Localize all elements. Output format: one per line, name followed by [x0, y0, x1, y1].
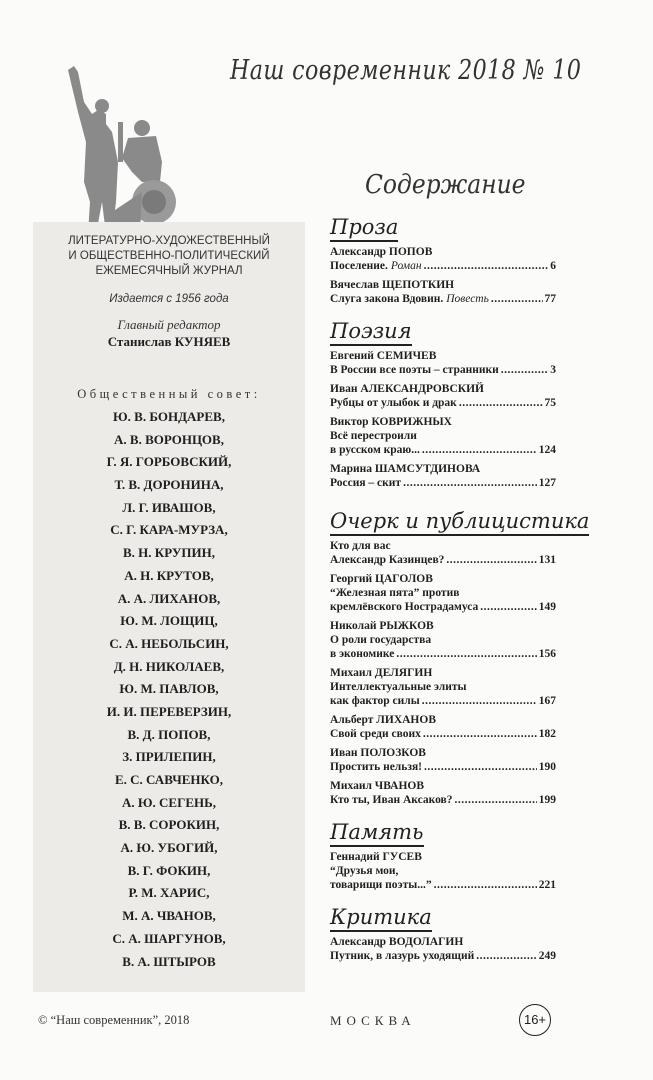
entry-author: Николай РЫЖКОВ — [330, 620, 434, 632]
entry-author: Александр ПОПОВ — [330, 246, 433, 258]
section-heading: Критика — [330, 905, 432, 932]
council-member: Ю. М. ЛОЩИЦ, — [120, 613, 218, 629]
entry-title: В России все поэты – странники — [330, 364, 499, 376]
entry-title: Слуга закона Вдовин. — [330, 293, 444, 305]
council-member: Т. В. ДОРОНИНА, — [114, 477, 224, 493]
table-of-contents — [330, 215, 590, 968]
entry-title-row — [330, 363, 556, 377]
council-member: Ю. М. ПАВЛОВ, — [119, 681, 219, 697]
leader-dots — [459, 396, 543, 410]
entry-title-row — [330, 476, 556, 490]
entry-title: Александр Казинцев? — [330, 554, 445, 566]
toc-entry[interactable] — [330, 572, 556, 614]
council-member: С. А. ШАРГУНОВ, — [112, 930, 226, 946]
entry-title: Россия – скит — [330, 477, 402, 489]
entry-title-row — [330, 443, 556, 457]
entry-title-row — [330, 760, 556, 774]
page-number: 182 — [538, 728, 556, 740]
age-rating-badge: 16+ — [519, 1004, 551, 1036]
entry-title-row — [330, 292, 556, 306]
entry-author: Вячеслав ЩЕПОТКИН — [330, 279, 455, 291]
council-member: А. Ю. СЕГЕНЬ, — [122, 794, 216, 810]
toc-entry[interactable] — [330, 462, 556, 490]
entry-title-row — [330, 878, 556, 892]
toc-entry[interactable] — [330, 415, 556, 457]
entry-author: Георгий ЦАГОЛОВ — [330, 573, 433, 585]
entry-author: Михаил ДЕЛЯГИН — [330, 667, 433, 679]
council-member: А. Ю. УБОГИЙ, — [120, 840, 218, 856]
toc-entry[interactable] — [330, 349, 556, 377]
council-member: А. Н. КРУТОВ, — [124, 567, 214, 583]
council-member: С. Г. КАРА-МУРЗА, — [110, 522, 228, 538]
council-member: Ю. В. БОНДАРЕВ, — [113, 409, 225, 424]
leader-dots — [480, 600, 536, 614]
leader-dots — [446, 553, 536, 567]
entry-title-row — [330, 727, 556, 741]
page-number: 190 — [538, 761, 556, 773]
toc-entry[interactable] — [330, 666, 556, 708]
leader-dots — [422, 694, 537, 708]
city: МОСКВА — [330, 1013, 416, 1028]
entry-author: Иван ПОЛОЗКОВ — [330, 747, 426, 759]
copyright: © “Наш современник”, 2018 — [38, 1013, 190, 1027]
entry-author: Александр ВОДОЛАГИН — [330, 936, 464, 948]
page-number: 124 — [538, 444, 556, 456]
entry-title: кремлёвского Нострадамуса — [330, 601, 479, 613]
page-number: 249 — [538, 950, 556, 962]
council-member: А. А. ЛИХАНОВ, — [117, 590, 221, 606]
leader-dots — [455, 793, 537, 807]
council-member: И. И. ПЕРЕВЕРЗИН, — [106, 703, 232, 719]
page-number: 149 — [538, 601, 556, 613]
entry-title: как фактор силы — [330, 695, 420, 707]
page-number: 127 — [538, 477, 556, 489]
leader-dots — [423, 727, 537, 741]
council-member: В. Г. ФОКИН, — [127, 862, 211, 878]
leader-dots — [424, 760, 537, 774]
council-member: В. А. ШТЫРОВ — [122, 953, 216, 969]
page-number: 156 — [538, 648, 556, 660]
leader-dots — [403, 476, 537, 490]
section-heading-row — [330, 897, 556, 935]
page-number: 6 — [550, 260, 556, 272]
section-heading-row — [330, 812, 556, 850]
toc-entry[interactable] — [330, 850, 556, 892]
council-member: С. А. НЕБОЛЬСИН, — [109, 635, 229, 651]
entry-title: Поселение. — [330, 260, 388, 272]
entry-title: Свой среди своих — [330, 728, 421, 740]
section-heading: Проза — [330, 215, 398, 242]
page-number: 75 — [544, 397, 556, 409]
entry-title-line: Всё перестроили — [330, 430, 417, 442]
council-member: В. В. СОРОКИН, — [118, 817, 220, 833]
toc-entry[interactable] — [330, 245, 556, 273]
council-member: М. А. ЧВАНОВ, — [122, 908, 216, 924]
entry-title-row — [330, 396, 556, 410]
leader-dots — [476, 949, 537, 963]
page-number: 167 — [538, 695, 556, 707]
entry-author: Марина ШАМСУТДИНОВА — [330, 463, 481, 475]
entry-title-line: О роли государства — [330, 634, 432, 646]
entry-author: Иван АЛЕКСАНДРОВСКИЙ — [330, 383, 485, 395]
editor-name: Станислав КУНЯЕВ — [107, 334, 231, 349]
toc-entry[interactable] — [330, 746, 556, 774]
editor-label: Главный редактор — [117, 317, 221, 332]
entry-title-row — [330, 647, 556, 661]
section-heading: Память — [330, 820, 424, 847]
council-member: В. Н. КРУПИН, — [123, 545, 215, 561]
page-number: 77 — [544, 293, 556, 305]
page-number: 199 — [538, 794, 556, 806]
journal-type-line: ЕЖЕМЕСЯЧНЫЙ ЖУРНАЛ — [95, 265, 243, 277]
page-number: 3 — [550, 364, 556, 376]
entry-author: Альберт ЛИХАНОВ — [330, 714, 436, 726]
page-number: 131 — [538, 554, 556, 566]
council-member: В. Д. ПОПОВ, — [127, 726, 211, 742]
council-member: Р. М. ХАРИС, — [128, 885, 210, 901]
founded-year: Издается с 1956 года — [109, 293, 229, 305]
toc-entry[interactable] — [330, 619, 556, 661]
toc-entry[interactable] — [330, 713, 556, 741]
entry-title-row — [330, 694, 556, 708]
journal-type-line: И ОБЩЕСТВЕННО-ПОЛИТИЧЕСКИЙ — [68, 250, 270, 262]
toc-entry[interactable] — [330, 278, 556, 306]
toc-entry[interactable] — [330, 779, 556, 807]
journal-type-line: ЛИТЕРАТУРНО-ХУДОЖЕСТВЕННЫЙ — [68, 235, 270, 247]
council-label: Общественный совет: — [77, 387, 261, 401]
journal-type — [33, 234, 305, 279]
leader-dots — [396, 647, 536, 661]
entry-author: Михаил ЧВАНОВ — [330, 780, 425, 792]
entry-title: в русском краю... — [330, 444, 420, 456]
entry-title-row — [330, 553, 556, 567]
council-member: А. В. ВОРОНЦОВ, — [114, 431, 224, 447]
entry-title-line: “Друзья мои, — [330, 865, 399, 877]
section-heading: Поэзия — [330, 319, 412, 346]
page-number: 221 — [538, 879, 556, 891]
leader-dots — [491, 292, 543, 306]
section-heading-row — [330, 311, 556, 349]
entry-title: в экономике — [330, 648, 395, 660]
entry-title: Рубцы от улыбок и драк — [330, 397, 457, 409]
section-heading: Очерк и публицистика — [330, 509, 589, 536]
entry-title: Кто ты, Иван Аксаков? — [330, 794, 453, 806]
entry-title: Путник, в лазурь уходящий — [330, 950, 475, 962]
toc-entry[interactable] — [330, 935, 556, 963]
entry-genre: Повесть — [446, 293, 489, 305]
entry-author: Кто для вас — [330, 540, 391, 552]
masthead-title: Наш современник 2018 № 10 — [230, 55, 582, 86]
council-list — [33, 406, 305, 973]
entry-genre: Роман — [390, 260, 422, 272]
section-heading-row — [330, 215, 556, 245]
leader-dots — [501, 363, 549, 377]
entry-title-row — [330, 949, 556, 963]
entry-title-line: Интеллектуальные элиты — [330, 681, 467, 693]
council-member: Л. Г. ИВАШОВ, — [122, 499, 216, 515]
council-member: Г. Я. ГОРБОВСКИЙ, — [106, 454, 232, 470]
council-member: Е. С. САВЧЕНКО, — [115, 772, 223, 787]
entry-author: Евгений СЕМИЧЕВ — [330, 350, 437, 362]
section-heading-row — [330, 495, 590, 539]
entry-title-row — [330, 259, 556, 273]
entry-author: Виктор КОВРИЖНЫХ — [330, 416, 452, 428]
leader-dots — [424, 259, 549, 273]
entry-title: Простить нельзя! — [330, 761, 423, 773]
toc-entry[interactable] — [330, 382, 556, 410]
entry-author: Геннадий ГУСЕВ — [330, 851, 422, 863]
leader-dots — [434, 878, 537, 892]
council-member: З. ПРИЛЕПИН, — [122, 749, 216, 765]
leader-dots — [422, 443, 537, 457]
entry-title-row — [330, 793, 556, 807]
masthead-info-panel — [33, 222, 305, 992]
entry-title-row — [330, 600, 556, 614]
toc-entry[interactable] — [330, 539, 556, 567]
entry-title: товарищи поэты...” — [330, 879, 432, 891]
entry-title-line: “Железная пята” против — [330, 587, 460, 599]
council-member: Д. Н. НИКОЛАЕВ, — [113, 658, 225, 674]
contents-title: Содержание — [365, 170, 526, 200]
